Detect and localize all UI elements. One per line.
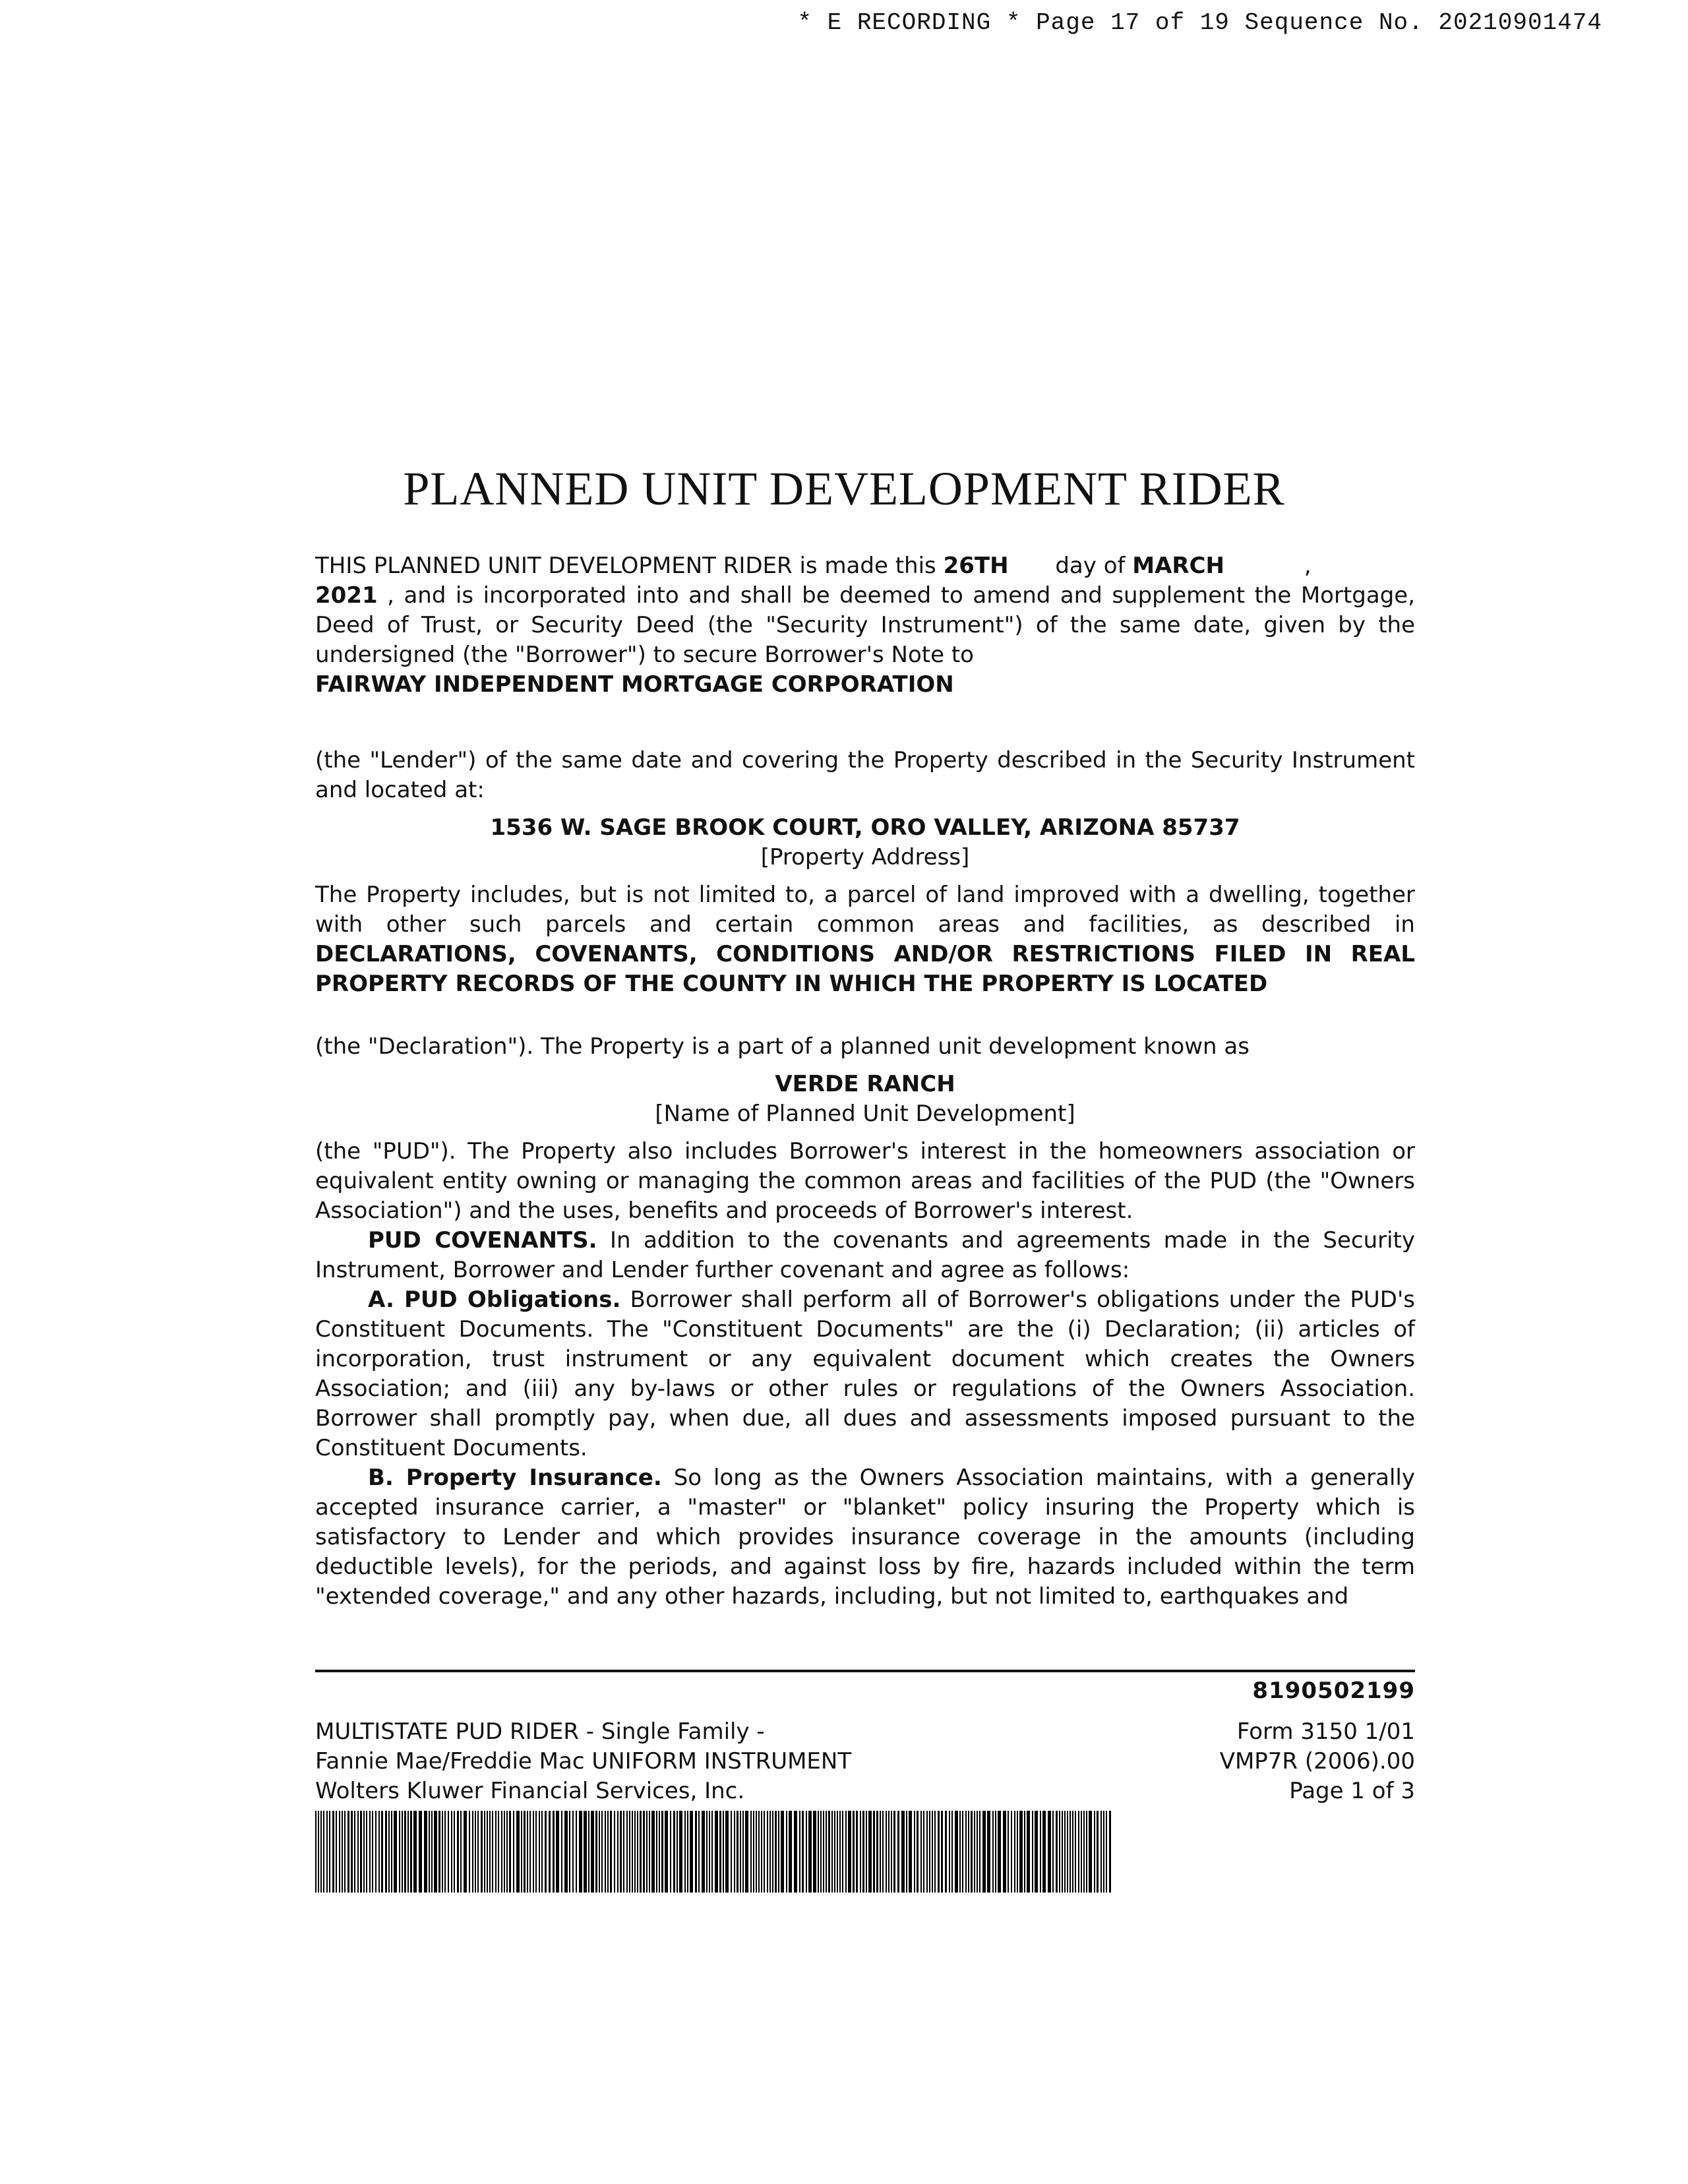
intro-first-line bbox=[315, 553, 1311, 579]
section-a-text: Borrower shall perform all of Borrower's obligations under the PUD's Constituent Documents. The "Constituent Documents" are the (i) Declaration; (ii) articles of incorporation, trust instrument or any equivalent document which creates the Owners Association; and (iii) any by-laws or other rules or regulations of the Owners Association. Borrower shall promptly pay, when due, all dues and assessments imposed pursuant to the Constituent Documents. bbox=[315, 1287, 1416, 1461]
footer-form-id: Form 3150 1/01 bbox=[1236, 1718, 1415, 1745]
lender-name: FAIRWAY INDEPENDENT MORTGAGE CORPORATION bbox=[315, 671, 954, 698]
footer-form-version: VMP7R (2006).00 bbox=[1219, 1748, 1415, 1774]
document-body bbox=[315, 551, 1415, 1612]
pud-covenants-text: In addition to the covenants and agreements made in the Security Instrument, Borrower and Lender further covenant and agree as follows: bbox=[315, 1227, 1415, 1283]
footer-form-line: Wolters Kluwer Financial Services, Inc. bbox=[315, 1778, 745, 1804]
intro-year: 2021 bbox=[315, 582, 378, 609]
recording-header: * E RECORDING * Page 17 of 19 Sequence No. 20210901474 bbox=[797, 9, 1602, 36]
declarations-text: DECLARATIONS, COVENANTS, CONDITIONS AND/OR RESTRICTIONS FILED IN REAL PROPERTY RECORDS OF THE COUNTY IN WHICH THE PROPERTY IS LOCATED bbox=[315, 941, 1415, 997]
property-address: 1536 W. SAGE BROOK COURT, ORO VALLEY, ARIZONA 85737 bbox=[490, 814, 1240, 841]
property-address-label: [Property Address] bbox=[760, 844, 970, 870]
intro-day-of: day of bbox=[1055, 553, 1126, 579]
intro-paragraph bbox=[315, 551, 1415, 700]
document-title: PLANNED UNIT DEVELOPMENT RIDER bbox=[403, 462, 1285, 515]
property-includes-text: The Property includes, but is not limited to, a parcel of land improved with a dwelling, together with other such parcels and certain common areas and facilities, as described in bbox=[315, 882, 1415, 938]
barcode bbox=[315, 1811, 1113, 1893]
intro-month: MARCH bbox=[1132, 553, 1225, 579]
section-b-heading: B. Property Insurance. bbox=[368, 1465, 662, 1491]
section-a-paragraph bbox=[315, 1285, 1415, 1463]
loan-number: 8190502199 bbox=[1252, 1678, 1415, 1704]
pud-covenants-paragraph bbox=[315, 1226, 1415, 1285]
intro-rest: , and is incorporated into and shall be deemed to amend and supplement the Mortgage, Deed of Trust, or Security Deed (the "Security Instrument") of the same date, given by the undersigned (the "Borrower") to secure Borrower's Note to bbox=[315, 582, 1416, 668]
section-a-heading: A. PUD Obligations. bbox=[368, 1287, 621, 1313]
footer-form-line: Fannie Mae/Freddie Mac UNIFORM INSTRUMENT bbox=[315, 1748, 852, 1774]
footer-page-number: Page 1 of 3 bbox=[1289, 1778, 1415, 1804]
declaration-clause: (the "Declaration"). The Property is a part of a planned unit development known as bbox=[315, 1033, 1250, 1060]
footer-form-line: MULTISTATE PUD RIDER - Single Family - bbox=[315, 1718, 765, 1745]
property-includes-paragraph bbox=[315, 880, 1415, 999]
section-b-paragraph bbox=[315, 1463, 1415, 1612]
pud-name: VERDE RANCH bbox=[775, 1071, 955, 1097]
pud-clause: (the "PUD"). The Property also includes Borrower's interest in the homeowners association or equivalent entity owning or managing the common areas and facilities of the PUD (the "Owners Association") and the uses, benefits and proceeds of Borrower's interest. bbox=[315, 1138, 1415, 1224]
section-b-text: So long as the Owners Association maintains, with a generally accepted insurance carrier, a "master" or "blanket" policy insuring the Property which is satisfactory to Lender and which provides insurance coverage in the amounts (including deductible levels), for the periods, and against loss by fire, hazards included within the term "extended coverage," and any other hazards, including, but not limited to, earthquakes and bbox=[315, 1465, 1416, 1610]
intro-comma: , bbox=[1304, 553, 1311, 579]
intro-day: 26TH bbox=[943, 553, 1009, 579]
footer-form-number bbox=[1220, 1717, 1415, 1806]
footer-form-info bbox=[315, 1717, 851, 1806]
intro-lead: THIS PLANNED UNIT DEVELOPMENT RIDER is made this bbox=[315, 553, 936, 579]
pud-covenants-heading: PUD COVENANTS. bbox=[368, 1227, 597, 1254]
footer-divider bbox=[315, 1670, 1415, 1672]
pud-name-label: [Name of Planned Unit Development] bbox=[655, 1101, 1075, 1127]
lender-clause: (the "Lender") of the same date and covering the Property described in the Security Instrument and located at: bbox=[315, 747, 1415, 803]
